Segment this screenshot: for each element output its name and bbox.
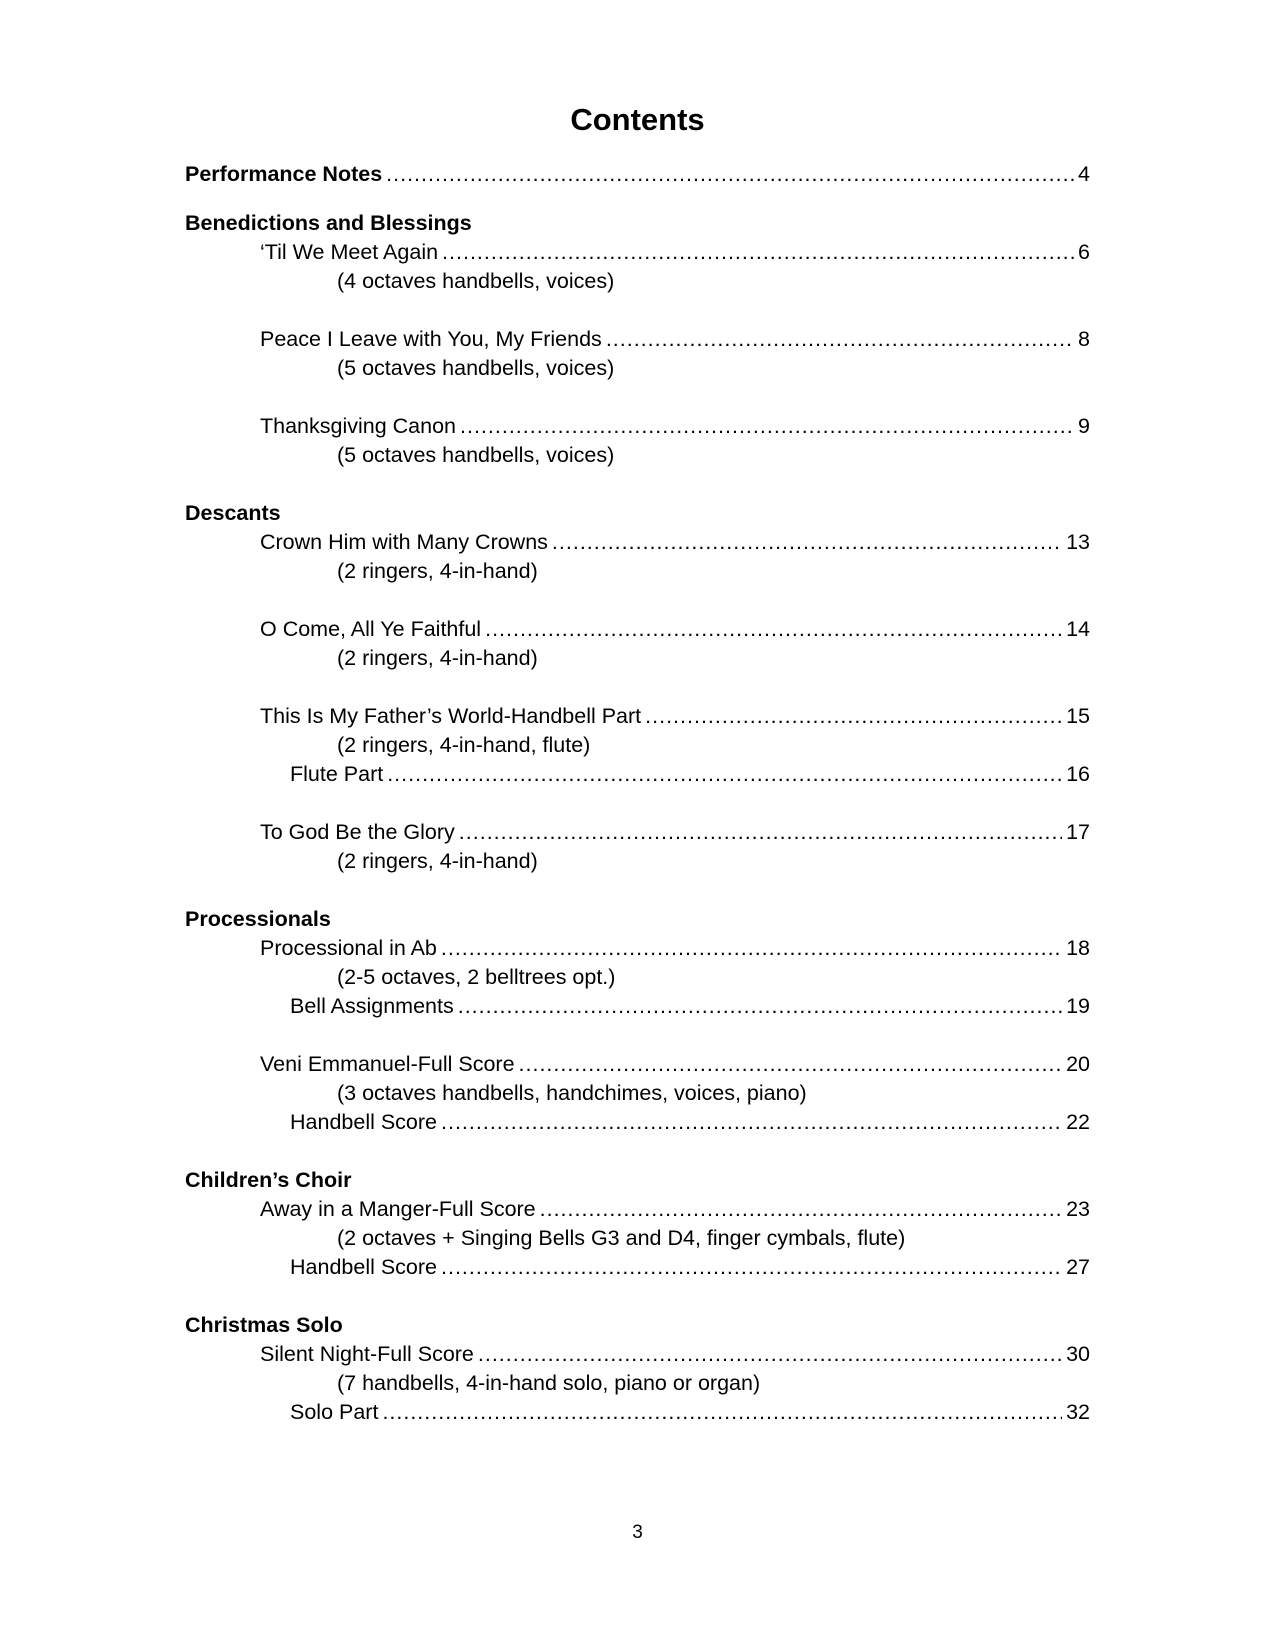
dot-leader [645,701,1062,731]
toc-entry-peace-i-leave[interactable] [260,324,1090,354]
toc-entry-page: 22 [1066,1110,1090,1134]
toc-entry-o-come[interactable] [260,614,1090,644]
toc-entry-label: Handbell Score [290,1255,438,1279]
toc-entry-to-god-be-the-glory[interactable] [260,817,1090,847]
toc-entry-crown-him[interactable] [260,527,1090,557]
toc-entry-performance-notes[interactable] [185,159,1090,189]
toc-entry-note: (2 ringers, 4-in-hand) [337,646,538,670]
dot-leader [460,411,1074,441]
toc-entry-page: 32 [1066,1400,1090,1424]
toc-entry-label: Processional in Ab [260,936,437,960]
toc-entry-label: Away in a Manger-Full Score [260,1197,536,1221]
toc-entry-page: 23 [1066,1197,1090,1221]
toc-entry-page: 20 [1066,1052,1090,1076]
dot-leader [441,1107,1062,1137]
toc-entry-flute-part[interactable] [290,759,1090,789]
toc-entry-label: Veni Emmanuel-Full Score [260,1052,515,1076]
toc-entry-page: 16 [1066,762,1090,786]
toc-entry-label: Solo Part [290,1400,379,1424]
toc-entry-label: Peace I Leave with You, My Friends [260,327,602,351]
section-heading-processionals: Processionals [185,907,331,931]
toc-entry-note: (2 ringers, 4-in-hand) [337,849,538,873]
dot-leader [485,614,1062,644]
toc-entry-veni-emmanuel[interactable] [260,1049,1090,1079]
dot-leader [442,237,1074,267]
toc-entry-page: 13 [1066,530,1090,554]
toc-entry-note: (5 octaves handbells, voices) [337,443,615,467]
dot-leader [387,759,1062,789]
toc-entry-label: ‘Til We Meet Again [260,240,439,264]
section-heading-childrens-choir: Children’s Choir [185,1168,352,1192]
toc-entry-page: 9 [1078,414,1090,438]
section-heading-descants: Descants [185,501,281,525]
toc-entry-label: This Is My Father’s World-Handbell Part [260,704,642,728]
dot-leader [386,159,1074,189]
section-heading-christmas-solo: Christmas Solo [185,1313,343,1337]
dot-leader [606,324,1074,354]
toc-entry-page: 18 [1066,936,1090,960]
toc-entry-note: (2 ringers, 4-in-hand, flute) [337,733,591,757]
toc-entry-label: Performance Notes [185,162,383,186]
toc-entry-note: (2 ringers, 4-in-hand) [337,559,538,583]
toc-entry-silent-night[interactable] [260,1339,1090,1369]
toc-entry-label: Silent Night-Full Score [260,1342,474,1366]
toc-entry-processional-in-ab[interactable] [260,933,1090,963]
toc-entry-note: (5 octaves handbells, voices) [337,356,615,380]
toc-entry-veni-handbell-score[interactable] [290,1107,1090,1137]
toc-entry-away-in-a-manger[interactable] [260,1194,1090,1224]
toc-entry-label: Bell Assignments [290,994,454,1018]
dot-leader [441,933,1062,963]
toc-entry-label: Crown Him with Many Crowns [260,530,548,554]
toc-entry-thanksgiving-canon[interactable] [260,411,1090,441]
toc-entry-solo-part[interactable] [290,1397,1090,1427]
dot-leader [441,1252,1062,1282]
dot-leader [459,817,1062,847]
toc-entry-label: Thanksgiving Canon [260,414,457,438]
toc-entry-page: 30 [1066,1342,1090,1366]
toc-entry-note: (7 handbells, 4-in-hand solo, piano or organ) [337,1371,761,1395]
toc-entry-away-handbell-score[interactable] [290,1252,1090,1282]
toc-entry-bell-assignments[interactable] [290,991,1090,1021]
dot-leader [540,1194,1062,1224]
toc-entry-fathers-world[interactable] [260,701,1090,731]
toc-entry-label: To God Be the Glory [260,820,455,844]
dot-leader [552,527,1062,557]
footer-page-number: 3 [632,1522,643,1543]
dot-leader [519,1049,1063,1079]
toc-entry-note: (4 octaves handbells, voices) [337,269,615,293]
toc-entry-page: 27 [1066,1255,1090,1279]
toc-entry-page: 17 [1066,820,1090,844]
toc-entry-page: 6 [1078,240,1090,264]
toc-entry-page: 14 [1066,617,1090,641]
toc-entry-label: O Come, All Ye Faithful [260,617,482,641]
section-heading-benedictions: Benedictions and Blessings [185,211,472,235]
toc-entry-page: 4 [1078,162,1090,186]
toc-entry-page: 19 [1066,994,1090,1018]
dot-leader [478,1339,1062,1369]
page-title: Contents [570,102,705,137]
toc-entry-page: 15 [1066,704,1090,728]
toc-entry-note: (2 octaves + Singing Bells G3 and D4, finger cymbals, flute) [337,1226,906,1250]
toc-entry-label: Handbell Score [290,1110,438,1134]
dot-leader [458,991,1062,1021]
toc-entry-note: (3 octaves handbells, handchimes, voices, piano) [337,1081,807,1105]
toc-entry-note: (2-5 octaves, 2 belltrees opt.) [337,965,616,989]
toc-entry-til-we-meet-again[interactable] [260,237,1090,267]
toc-entry-page: 8 [1078,327,1090,351]
toc-entry-label: Flute Part [290,762,384,786]
dot-leader [382,1397,1062,1427]
